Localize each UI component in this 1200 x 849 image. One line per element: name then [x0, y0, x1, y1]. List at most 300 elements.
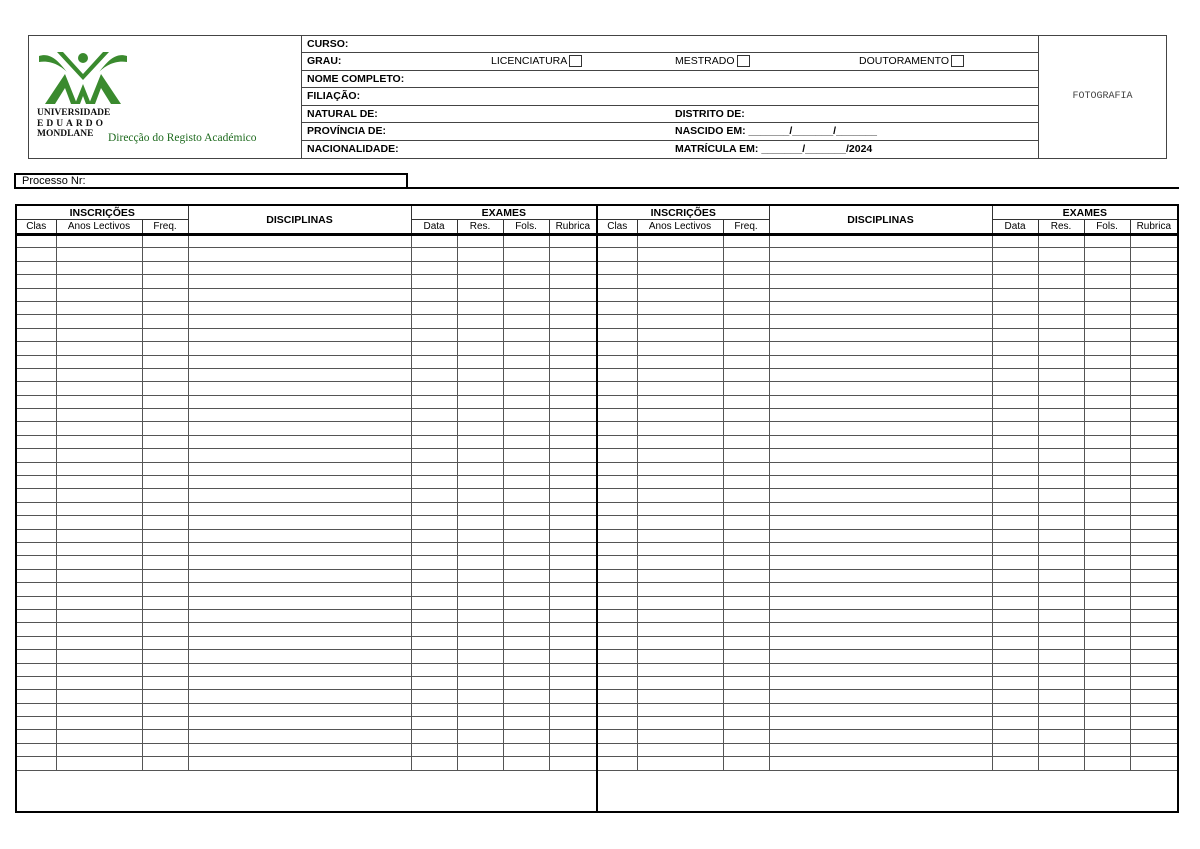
cell-data[interactable]	[411, 703, 457, 716]
cell-freq[interactable]	[723, 583, 769, 596]
cell-res[interactable]	[457, 743, 503, 756]
cell-res[interactable]	[1038, 248, 1084, 261]
cell-rubrica[interactable]	[1130, 650, 1177, 663]
cell-anos-lectivos[interactable]	[56, 476, 142, 489]
cell-res[interactable]	[1038, 583, 1084, 596]
cell-anos-lectivos[interactable]	[637, 609, 723, 622]
cell-disciplina[interactable]	[188, 542, 411, 555]
cell-res[interactable]	[1038, 703, 1084, 716]
cell-freq[interactable]	[142, 583, 188, 596]
cell-anos-lectivos[interactable]	[637, 288, 723, 301]
cell-res[interactable]	[1038, 435, 1084, 448]
cell-res[interactable]	[457, 569, 503, 582]
cell-fols[interactable]	[503, 315, 549, 328]
cell-anos-lectivos[interactable]	[637, 623, 723, 636]
cell-disciplina[interactable]	[769, 743, 992, 756]
cell-clas[interactable]	[598, 409, 637, 422]
cell-anos-lectivos[interactable]	[637, 422, 723, 435]
option-mestrado[interactable]	[675, 53, 750, 70]
cell-anos-lectivos[interactable]	[56, 703, 142, 716]
cell-rubrica[interactable]	[549, 462, 596, 475]
cell-data[interactable]	[411, 596, 457, 609]
cell-rubrica[interactable]	[549, 368, 596, 381]
cell-anos-lectivos[interactable]	[56, 596, 142, 609]
cell-fols[interactable]	[503, 609, 549, 622]
cell-res[interactable]	[457, 261, 503, 274]
cell-rubrica[interactable]	[549, 328, 596, 341]
cell-fols[interactable]	[1084, 556, 1130, 569]
cell-rubrica[interactable]	[549, 435, 596, 448]
cell-rubrica[interactable]	[549, 288, 596, 301]
cell-clas[interactable]	[598, 623, 637, 636]
cell-anos-lectivos[interactable]	[56, 516, 142, 529]
cell-data[interactable]	[992, 342, 1038, 355]
cell-fols[interactable]	[503, 342, 549, 355]
cell-res[interactable]	[1038, 502, 1084, 515]
cell-data[interactable]	[992, 462, 1038, 475]
cell-clas[interactable]	[598, 596, 637, 609]
cell-fols[interactable]	[1084, 261, 1130, 274]
cell-data[interactable]	[411, 382, 457, 395]
cell-disciplina[interactable]	[188, 248, 411, 261]
cell-data[interactable]	[992, 516, 1038, 529]
option-doutoramento[interactable]	[859, 53, 964, 70]
cell-clas[interactable]	[17, 609, 56, 622]
cell-disciplina[interactable]	[188, 395, 411, 408]
cell-res[interactable]	[457, 529, 503, 542]
cell-disciplina[interactable]	[769, 449, 992, 462]
cell-clas[interactable]	[598, 328, 637, 341]
cell-disciplina[interactable]	[188, 569, 411, 582]
cell-anos-lectivos[interactable]	[56, 368, 142, 381]
cell-freq[interactable]	[723, 261, 769, 274]
cell-disciplina[interactable]	[769, 248, 992, 261]
cell-data[interactable]	[992, 502, 1038, 515]
cell-data[interactable]	[992, 690, 1038, 703]
cell-freq[interactable]	[723, 569, 769, 582]
cell-data[interactable]	[992, 650, 1038, 663]
cell-clas[interactable]	[17, 502, 56, 515]
cell-data[interactable]	[992, 355, 1038, 368]
cell-disciplina[interactable]	[188, 462, 411, 475]
cell-rubrica[interactable]	[549, 248, 596, 261]
cell-res[interactable]	[457, 315, 503, 328]
cell-clas[interactable]	[17, 435, 56, 448]
cell-fols[interactable]	[503, 382, 549, 395]
cell-clas[interactable]	[17, 476, 56, 489]
cell-disciplina[interactable]	[188, 288, 411, 301]
processo-field[interactable]	[14, 173, 408, 189]
cell-clas[interactable]	[598, 235, 637, 248]
cell-clas[interactable]	[17, 275, 56, 288]
cell-freq[interactable]	[142, 261, 188, 274]
cell-freq[interactable]	[723, 476, 769, 489]
cell-data[interactable]	[992, 676, 1038, 689]
cell-res[interactable]	[457, 636, 503, 649]
cell-res[interactable]	[457, 368, 503, 381]
cell-rubrica[interactable]	[549, 261, 596, 274]
cell-rubrica[interactable]	[1130, 690, 1177, 703]
cell-data[interactable]	[411, 542, 457, 555]
cell-data[interactable]	[411, 301, 457, 314]
cell-freq[interactable]	[723, 248, 769, 261]
cell-disciplina[interactable]	[769, 395, 992, 408]
cell-data[interactable]	[992, 275, 1038, 288]
cell-data[interactable]	[992, 703, 1038, 716]
cell-disciplina[interactable]	[769, 422, 992, 435]
cell-fols[interactable]	[1084, 542, 1130, 555]
cell-fols[interactable]	[1084, 288, 1130, 301]
cell-disciplina[interactable]	[188, 261, 411, 274]
cell-anos-lectivos[interactable]	[56, 583, 142, 596]
cell-rubrica[interactable]	[549, 301, 596, 314]
cell-anos-lectivos[interactable]	[56, 663, 142, 676]
cell-rubrica[interactable]	[1130, 623, 1177, 636]
cell-freq[interactable]	[142, 757, 188, 770]
cell-fols[interactable]	[503, 556, 549, 569]
cell-res[interactable]	[457, 435, 503, 448]
cell-fols[interactable]	[503, 569, 549, 582]
cell-disciplina[interactable]	[188, 409, 411, 422]
cell-anos-lectivos[interactable]	[56, 717, 142, 730]
cell-clas[interactable]	[598, 422, 637, 435]
cell-fols[interactable]	[1084, 449, 1130, 462]
cell-anos-lectivos[interactable]	[637, 542, 723, 555]
cell-freq[interactable]	[142, 650, 188, 663]
cell-freq[interactable]	[723, 355, 769, 368]
cell-disciplina[interactable]	[769, 328, 992, 341]
cell-fols[interactable]	[1084, 476, 1130, 489]
cell-data[interactable]	[992, 235, 1038, 248]
cell-disciplina[interactable]	[769, 301, 992, 314]
cell-rubrica[interactable]	[549, 449, 596, 462]
cell-anos-lectivos[interactable]	[56, 355, 142, 368]
cell-disciplina[interactable]	[188, 355, 411, 368]
cell-freq[interactable]	[142, 248, 188, 261]
cell-clas[interactable]	[598, 757, 637, 770]
cell-res[interactable]	[1038, 717, 1084, 730]
cell-res[interactable]	[457, 623, 503, 636]
cell-disciplina[interactable]	[769, 542, 992, 555]
cell-data[interactable]	[992, 409, 1038, 422]
cell-freq[interactable]	[723, 301, 769, 314]
cell-fols[interactable]	[503, 650, 549, 663]
cell-data[interactable]	[992, 717, 1038, 730]
cell-res[interactable]	[1038, 235, 1084, 248]
cell-anos-lectivos[interactable]	[56, 301, 142, 314]
cell-data[interactable]	[992, 476, 1038, 489]
cell-clas[interactable]	[17, 422, 56, 435]
cell-anos-lectivos[interactable]	[56, 248, 142, 261]
cell-clas[interactable]	[598, 382, 637, 395]
cell-data[interactable]	[992, 596, 1038, 609]
cell-rubrica[interactable]	[1130, 462, 1177, 475]
cell-rubrica[interactable]	[1130, 569, 1177, 582]
cell-data[interactable]	[411, 690, 457, 703]
cell-anos-lectivos[interactable]	[637, 315, 723, 328]
cell-disciplina[interactable]	[769, 368, 992, 381]
cell-rubrica[interactable]	[549, 275, 596, 288]
cell-anos-lectivos[interactable]	[637, 301, 723, 314]
cell-disciplina[interactable]	[188, 690, 411, 703]
cell-disciplina[interactable]	[769, 235, 992, 248]
cell-disciplina[interactable]	[188, 529, 411, 542]
cell-fols[interactable]	[503, 462, 549, 475]
licenciatura-checkbox[interactable]	[569, 55, 582, 67]
cell-clas[interactable]	[17, 636, 56, 649]
cell-clas[interactable]	[17, 556, 56, 569]
cell-res[interactable]	[457, 690, 503, 703]
cell-clas[interactable]	[17, 449, 56, 462]
cell-disciplina[interactable]	[769, 502, 992, 515]
cell-anos-lectivos[interactable]	[56, 730, 142, 743]
cell-freq[interactable]	[723, 342, 769, 355]
cell-data[interactable]	[992, 248, 1038, 261]
cell-data[interactable]	[992, 301, 1038, 314]
cell-res[interactable]	[457, 717, 503, 730]
cell-anos-lectivos[interactable]	[56, 395, 142, 408]
cell-fols[interactable]	[1084, 717, 1130, 730]
cell-data[interactable]	[411, 275, 457, 288]
cell-anos-lectivos[interactable]	[56, 315, 142, 328]
cell-res[interactable]	[1038, 636, 1084, 649]
cell-disciplina[interactable]	[188, 596, 411, 609]
cell-res[interactable]	[457, 382, 503, 395]
cell-fols[interactable]	[503, 743, 549, 756]
cell-fols[interactable]	[1084, 248, 1130, 261]
cell-disciplina[interactable]	[769, 703, 992, 716]
cell-clas[interactable]	[17, 328, 56, 341]
cell-res[interactable]	[457, 355, 503, 368]
cell-anos-lectivos[interactable]	[637, 703, 723, 716]
option-licenciatura[interactable]	[491, 53, 582, 70]
cell-fols[interactable]	[503, 248, 549, 261]
cell-data[interactable]	[992, 328, 1038, 341]
cell-freq[interactable]	[142, 301, 188, 314]
cell-res[interactable]	[457, 395, 503, 408]
cell-res[interactable]	[1038, 556, 1084, 569]
cell-data[interactable]	[992, 757, 1038, 770]
cell-fols[interactable]	[503, 596, 549, 609]
cell-data[interactable]	[992, 556, 1038, 569]
cell-anos-lectivos[interactable]	[56, 449, 142, 462]
cell-fols[interactable]	[1084, 315, 1130, 328]
cell-res[interactable]	[457, 342, 503, 355]
cell-clas[interactable]	[598, 730, 637, 743]
cell-freq[interactable]	[723, 743, 769, 756]
cell-disciplina[interactable]	[188, 730, 411, 743]
cell-rubrica[interactable]	[1130, 542, 1177, 555]
cell-data[interactable]	[992, 288, 1038, 301]
cell-clas[interactable]	[598, 355, 637, 368]
cell-freq[interactable]	[723, 690, 769, 703]
cell-rubrica[interactable]	[1130, 596, 1177, 609]
cell-res[interactable]	[1038, 623, 1084, 636]
cell-rubrica[interactable]	[549, 717, 596, 730]
cell-freq[interactable]	[142, 288, 188, 301]
cell-rubrica[interactable]	[549, 502, 596, 515]
cell-clas[interactable]	[17, 730, 56, 743]
cell-rubrica[interactable]	[1130, 609, 1177, 622]
cell-anos-lectivos[interactable]	[56, 382, 142, 395]
cell-disciplina[interactable]	[769, 476, 992, 489]
cell-disciplina[interactable]	[188, 583, 411, 596]
cell-fols[interactable]	[503, 435, 549, 448]
cell-disciplina[interactable]	[188, 636, 411, 649]
cell-data[interactable]	[411, 569, 457, 582]
cell-res[interactable]	[1038, 743, 1084, 756]
cell-clas[interactable]	[17, 663, 56, 676]
cell-freq[interactable]	[723, 717, 769, 730]
cell-clas[interactable]	[598, 248, 637, 261]
cell-freq[interactable]	[142, 382, 188, 395]
cell-rubrica[interactable]	[549, 315, 596, 328]
cell-rubrica[interactable]	[1130, 703, 1177, 716]
cell-clas[interactable]	[598, 529, 637, 542]
cell-res[interactable]	[1038, 355, 1084, 368]
cell-clas[interactable]	[17, 368, 56, 381]
cell-data[interactable]	[992, 636, 1038, 649]
cell-anos-lectivos[interactable]	[56, 275, 142, 288]
cell-fols[interactable]	[1084, 382, 1130, 395]
cell-freq[interactable]	[142, 342, 188, 355]
cell-fols[interactable]	[1084, 583, 1130, 596]
cell-res[interactable]	[1038, 650, 1084, 663]
cell-disciplina[interactable]	[769, 288, 992, 301]
cell-freq[interactable]	[142, 476, 188, 489]
cell-res[interactable]	[457, 703, 503, 716]
cell-clas[interactable]	[598, 717, 637, 730]
cell-fols[interactable]	[1084, 529, 1130, 542]
cell-rubrica[interactable]	[1130, 248, 1177, 261]
cell-clas[interactable]	[17, 676, 56, 689]
cell-res[interactable]	[457, 301, 503, 314]
cell-clas[interactable]	[17, 301, 56, 314]
row-filiacao[interactable]	[302, 88, 1038, 105]
cell-disciplina[interactable]	[188, 676, 411, 689]
cell-rubrica[interactable]	[1130, 676, 1177, 689]
cell-freq[interactable]	[142, 315, 188, 328]
cell-res[interactable]	[457, 288, 503, 301]
cell-freq[interactable]	[723, 650, 769, 663]
cell-disciplina[interactable]	[769, 409, 992, 422]
row-nome-completo[interactable]	[302, 71, 1038, 88]
cell-disciplina[interactable]	[188, 703, 411, 716]
cell-freq[interactable]	[723, 235, 769, 248]
cell-res[interactable]	[457, 449, 503, 462]
cell-clas[interactable]	[598, 449, 637, 462]
cell-disciplina[interactable]	[188, 315, 411, 328]
cell-clas[interactable]	[598, 368, 637, 381]
cell-fols[interactable]	[1084, 757, 1130, 770]
cell-clas[interactable]	[17, 355, 56, 368]
cell-freq[interactable]	[142, 449, 188, 462]
cell-freq[interactable]	[723, 730, 769, 743]
cell-anos-lectivos[interactable]	[637, 690, 723, 703]
cell-anos-lectivos[interactable]	[56, 743, 142, 756]
cell-freq[interactable]	[723, 435, 769, 448]
cell-rubrica[interactable]	[1130, 368, 1177, 381]
cell-res[interactable]	[457, 409, 503, 422]
cell-res[interactable]	[457, 489, 503, 502]
cell-res[interactable]	[457, 596, 503, 609]
cell-disciplina[interactable]	[769, 275, 992, 288]
cell-res[interactable]	[1038, 690, 1084, 703]
cell-fols[interactable]	[503, 730, 549, 743]
cell-clas[interactable]	[17, 583, 56, 596]
cell-fols[interactable]	[503, 583, 549, 596]
cell-fols[interactable]	[1084, 636, 1130, 649]
cell-fols[interactable]	[503, 542, 549, 555]
cell-data[interactable]	[992, 449, 1038, 462]
cell-disciplina[interactable]	[188, 275, 411, 288]
cell-disciplina[interactable]	[188, 650, 411, 663]
cell-res[interactable]	[457, 583, 503, 596]
cell-fols[interactable]	[1084, 328, 1130, 341]
cell-data[interactable]	[411, 235, 457, 248]
cell-fols[interactable]	[1084, 368, 1130, 381]
cell-disciplina[interactable]	[188, 476, 411, 489]
cell-anos-lectivos[interactable]	[637, 342, 723, 355]
cell-fols[interactable]	[1084, 623, 1130, 636]
cell-fols[interactable]	[503, 328, 549, 341]
cell-anos-lectivos[interactable]	[56, 462, 142, 475]
cell-disciplina[interactable]	[769, 583, 992, 596]
cell-res[interactable]	[1038, 449, 1084, 462]
cell-disciplina[interactable]	[769, 382, 992, 395]
cell-res[interactable]	[1038, 757, 1084, 770]
cell-data[interactable]	[411, 636, 457, 649]
cell-rubrica[interactable]	[1130, 583, 1177, 596]
cell-rubrica[interactable]	[1130, 288, 1177, 301]
cell-clas[interactable]	[598, 288, 637, 301]
cell-rubrica[interactable]	[1130, 301, 1177, 314]
cell-data[interactable]	[992, 609, 1038, 622]
cell-data[interactable]	[992, 583, 1038, 596]
cell-data[interactable]	[992, 315, 1038, 328]
cell-fols[interactable]	[503, 235, 549, 248]
cell-data[interactable]	[992, 730, 1038, 743]
cell-res[interactable]	[1038, 301, 1084, 314]
cell-anos-lectivos[interactable]	[637, 636, 723, 649]
cell-fols[interactable]	[1084, 462, 1130, 475]
cell-res[interactable]	[1038, 609, 1084, 622]
cell-data[interactable]	[411, 328, 457, 341]
cell-fols[interactable]	[503, 489, 549, 502]
cell-data[interactable]	[411, 476, 457, 489]
cell-clas[interactable]	[598, 690, 637, 703]
cell-fols[interactable]	[503, 422, 549, 435]
cell-anos-lectivos[interactable]	[637, 730, 723, 743]
cell-disciplina[interactable]	[769, 623, 992, 636]
cell-res[interactable]	[457, 556, 503, 569]
cell-freq[interactable]	[142, 730, 188, 743]
cell-freq[interactable]	[723, 382, 769, 395]
cell-res[interactable]	[1038, 730, 1084, 743]
cell-rubrica[interactable]	[549, 529, 596, 542]
cell-anos-lectivos[interactable]	[56, 636, 142, 649]
cell-disciplina[interactable]	[188, 717, 411, 730]
cell-fols[interactable]	[1084, 275, 1130, 288]
cell-anos-lectivos[interactable]	[637, 462, 723, 475]
cell-data[interactable]	[411, 650, 457, 663]
cell-fols[interactable]	[503, 449, 549, 462]
photo-box[interactable]	[1039, 36, 1166, 158]
cell-disciplina[interactable]	[769, 636, 992, 649]
cell-res[interactable]	[457, 663, 503, 676]
cell-fols[interactable]	[1084, 422, 1130, 435]
cell-freq[interactable]	[723, 462, 769, 475]
